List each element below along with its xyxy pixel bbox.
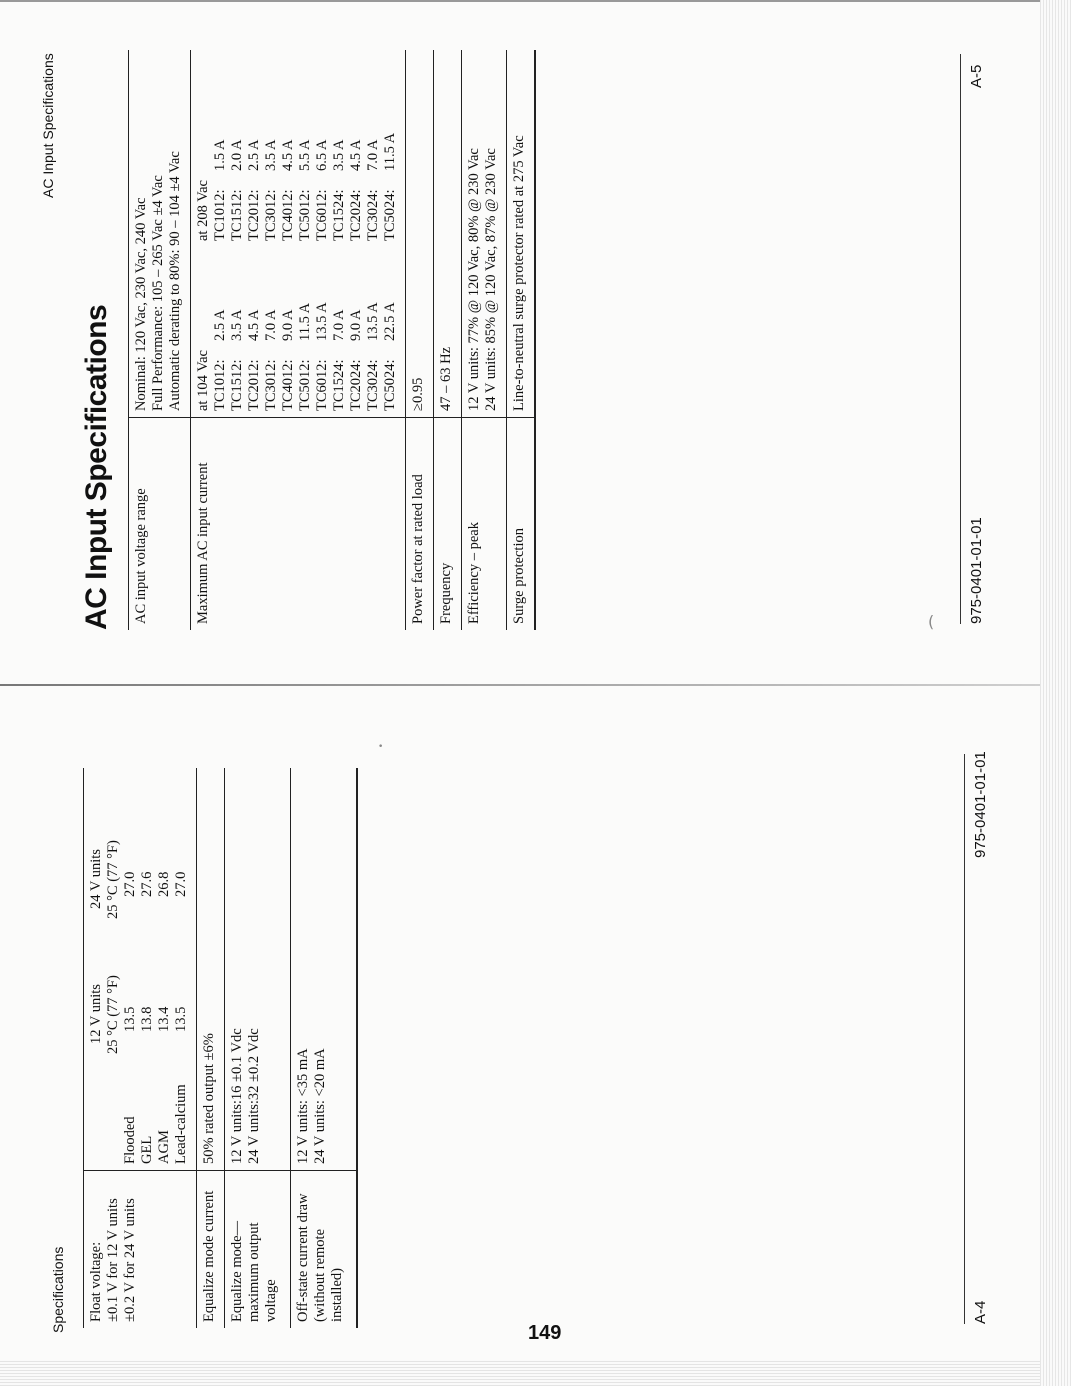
battery-type: AGM bbox=[156, 1130, 172, 1164]
amp-value: 3.5 A bbox=[331, 139, 347, 171]
row-equalize-current bbox=[197, 768, 225, 1328]
voltage-derating: Automatic derating to 80%: 90 – 104 ±4 Vac bbox=[167, 151, 183, 411]
models-104-column bbox=[212, 341, 399, 411]
model-label: TC5012: bbox=[297, 359, 313, 411]
amp-value: 3.5 A bbox=[229, 309, 245, 341]
row-equalize-voltage bbox=[225, 768, 291, 1328]
amp-value: 4.5 A bbox=[348, 139, 364, 171]
current-heading-104: at 104 Vac bbox=[195, 350, 211, 411]
value-max-input-current bbox=[191, 50, 406, 418]
amp-value: 7.0 A bbox=[331, 309, 347, 341]
voltage-full-performance: Full Performance: 105 – 265 Vac ±4 Vac bbox=[150, 175, 166, 411]
col-24v-head: 24 V units bbox=[88, 849, 104, 909]
float-value-24v: 27.0 bbox=[173, 871, 189, 897]
amp-value: 13.5 A bbox=[365, 302, 381, 341]
page-a5 bbox=[40, 28, 1020, 668]
model-label: TC4012: bbox=[280, 189, 296, 241]
amp-value: 3.5 A bbox=[263, 139, 279, 171]
model-label: TC4012: bbox=[280, 359, 296, 411]
model-label: TC3012: bbox=[263, 189, 279, 241]
model-label: TC1512: bbox=[229, 359, 245, 411]
amp-value: 5.5 A bbox=[297, 139, 313, 171]
model-label: TC6012: bbox=[314, 189, 330, 241]
float-value-12v: 13.5 bbox=[173, 1006, 189, 1032]
model-label: TC1524: bbox=[331, 359, 347, 411]
off-state-24v: 24 V units: <20 mA bbox=[312, 1048, 328, 1164]
row-power-factor bbox=[406, 50, 434, 630]
col-24v bbox=[88, 840, 190, 919]
amp-value: 7.0 A bbox=[365, 139, 381, 171]
amp-value: 6.5 A bbox=[314, 139, 330, 171]
battery-type: Lead-calcium bbox=[173, 1084, 189, 1164]
model-label: TC5012: bbox=[297, 189, 313, 241]
battery-type: Flooded bbox=[122, 1116, 138, 1164]
row-frequency bbox=[434, 50, 462, 630]
model-label: TC1524: bbox=[331, 189, 347, 241]
page-edge-bottom bbox=[0, 1360, 1040, 1386]
ac-input-spec-table bbox=[128, 50, 536, 630]
battery-type: GEL bbox=[139, 1135, 155, 1164]
model-label: TC2012: bbox=[246, 359, 262, 411]
model-label: TC3024: bbox=[365, 189, 381, 241]
dust-speck: • bbox=[378, 742, 384, 752]
current-heading-208: at 208 Vac bbox=[195, 180, 211, 241]
amp-value: 4.5 A bbox=[246, 309, 262, 341]
amp-value: 2.5 A bbox=[246, 139, 262, 171]
label-float-voltage bbox=[84, 1171, 197, 1329]
amp-value: 13.5 A bbox=[314, 302, 330, 341]
footer-rule bbox=[964, 754, 965, 1324]
model-label: TC2024: bbox=[348, 189, 364, 241]
model-label: TC6012: bbox=[314, 359, 330, 411]
model-label: TC1012: bbox=[212, 359, 228, 411]
col-12v bbox=[88, 919, 190, 1054]
row-max-input-current bbox=[191, 50, 406, 630]
col-12v-head: 12 V units bbox=[88, 984, 104, 1044]
page-title: AC Input Specifications bbox=[80, 304, 113, 630]
amp-value: 4.5 A bbox=[280, 139, 296, 171]
pen-mark: ( bbox=[928, 612, 935, 631]
label-equalize-voltage: Equalize mode—maximum output voltage bbox=[225, 1171, 291, 1329]
row-float-voltage bbox=[84, 768, 197, 1328]
model-label: TC1012: bbox=[212, 189, 228, 241]
footer-page-a4: A-4 bbox=[972, 1300, 989, 1324]
model-label: TC5024: bbox=[382, 189, 398, 241]
float-label-line: ±0.2 V for 24 V units bbox=[122, 1198, 138, 1322]
footer-rule bbox=[960, 54, 961, 624]
float-value-12v: 13.4 bbox=[156, 1006, 172, 1032]
charger-spec-table bbox=[83, 768, 358, 1328]
page-a4 bbox=[40, 698, 1020, 1338]
label-frequency: Frequency bbox=[434, 418, 462, 631]
row-off-state-draw bbox=[291, 768, 358, 1328]
float-label-line: ±0.1 V for 12 V units bbox=[105, 1198, 121, 1322]
footer-doc-code: 975-0401-01-01 bbox=[968, 517, 985, 624]
value-equalize-current: 50% rated output ±6% bbox=[197, 768, 225, 1171]
running-head: Specifications bbox=[50, 1246, 66, 1333]
amp-value: 22.5 A bbox=[382, 302, 398, 341]
row-surge-protection bbox=[507, 50, 536, 630]
equalize-voltage-24v: 24 V units:32 ±0.2 Vdc bbox=[246, 1028, 262, 1164]
amp-value: 9.0 A bbox=[348, 309, 364, 341]
value-power-factor: ≥0.95 bbox=[406, 50, 434, 418]
label-max-input-current: Maximum AC input current bbox=[191, 418, 406, 631]
label-power-factor: Power factor at rated load bbox=[406, 418, 434, 631]
row-efficiency bbox=[462, 50, 507, 630]
col-24v-temp: 25 °C (77 °F) bbox=[105, 840, 121, 919]
float-value-24v: 26.8 bbox=[156, 871, 172, 897]
off-state-12v: 12 V units: <35 mA bbox=[295, 1048, 311, 1164]
value-voltage-range bbox=[129, 50, 191, 418]
voltage-nominal: Nominal: 120 Vac, 230 Vac, 240 Vac bbox=[133, 197, 149, 411]
amp-value: 2.0 A bbox=[229, 139, 245, 171]
amp-value: 9.0 A bbox=[280, 309, 296, 341]
amps-208-column bbox=[212, 133, 399, 171]
label-equalize-current: Equalize mode current bbox=[197, 1171, 225, 1329]
row-voltage-range bbox=[129, 50, 191, 630]
value-efficiency bbox=[462, 50, 507, 418]
model-label: TC5024: bbox=[382, 359, 398, 411]
model-label: TC2012: bbox=[246, 189, 262, 241]
amp-value: 2.5 A bbox=[212, 309, 228, 341]
battery-type-column bbox=[88, 1054, 190, 1164]
col-12v-temp: 25 °C (77 °F) bbox=[105, 975, 121, 1054]
label-voltage-range: AC input voltage range bbox=[129, 418, 191, 631]
amps-104-column bbox=[212, 302, 399, 341]
amp-value: 11.5 A bbox=[382, 132, 398, 171]
footer-doc-code: 975-0401-01-01 bbox=[972, 751, 989, 858]
value-off-state-draw bbox=[291, 768, 358, 1171]
model-label: TC3024: bbox=[365, 359, 381, 411]
float-value-12v: 13.5 bbox=[122, 1006, 138, 1032]
book-fold bbox=[0, 684, 1040, 686]
amp-value: 7.0 A bbox=[263, 309, 279, 341]
value-float-voltage bbox=[84, 768, 197, 1171]
models-208-column bbox=[212, 171, 399, 241]
value-equalize-voltage bbox=[225, 768, 291, 1171]
model-label: TC3012: bbox=[263, 359, 279, 411]
page-top-edge bbox=[0, 0, 1071, 2]
float-value-12v: 13.8 bbox=[139, 1006, 155, 1032]
label-off-state-draw: Off-state current draw (without remote installed) bbox=[291, 1171, 358, 1329]
value-frequency: 47 – 63 Hz bbox=[434, 50, 462, 418]
scan-page-number: 149 bbox=[528, 1322, 562, 1344]
page-edge-right bbox=[1040, 0, 1071, 1386]
footer-page-a5: A-5 bbox=[968, 64, 985, 88]
model-label: TC1512: bbox=[229, 189, 245, 241]
model-label: TC2024: bbox=[348, 359, 364, 411]
label-efficiency: Efficiency – peak bbox=[462, 418, 507, 631]
float-value-24v: 27.0 bbox=[122, 871, 138, 897]
amp-value: 11.5 A bbox=[297, 302, 313, 341]
float-value-24v: 27.6 bbox=[139, 871, 155, 897]
efficiency-12v: 12 V units: 77% @ 120 Vac, 80% @ 230 Vac bbox=[466, 148, 482, 411]
equalize-voltage-12v: 12 V units:16 ±0.1 Vdc bbox=[229, 1028, 245, 1164]
efficiency-24v: 24 V units: 85% @ 120 Vac, 87% @ 230 Vac bbox=[483, 148, 499, 411]
label-surge-protection: Surge protection bbox=[507, 418, 536, 631]
value-surge-protection: Line-to-neutral surge protector rated at 275 Vac bbox=[507, 50, 536, 418]
running-head: AC Input Specifications bbox=[40, 53, 56, 198]
float-label-line: Float voltage: bbox=[88, 1241, 104, 1322]
amp-value: 1.5 A bbox=[212, 139, 228, 171]
